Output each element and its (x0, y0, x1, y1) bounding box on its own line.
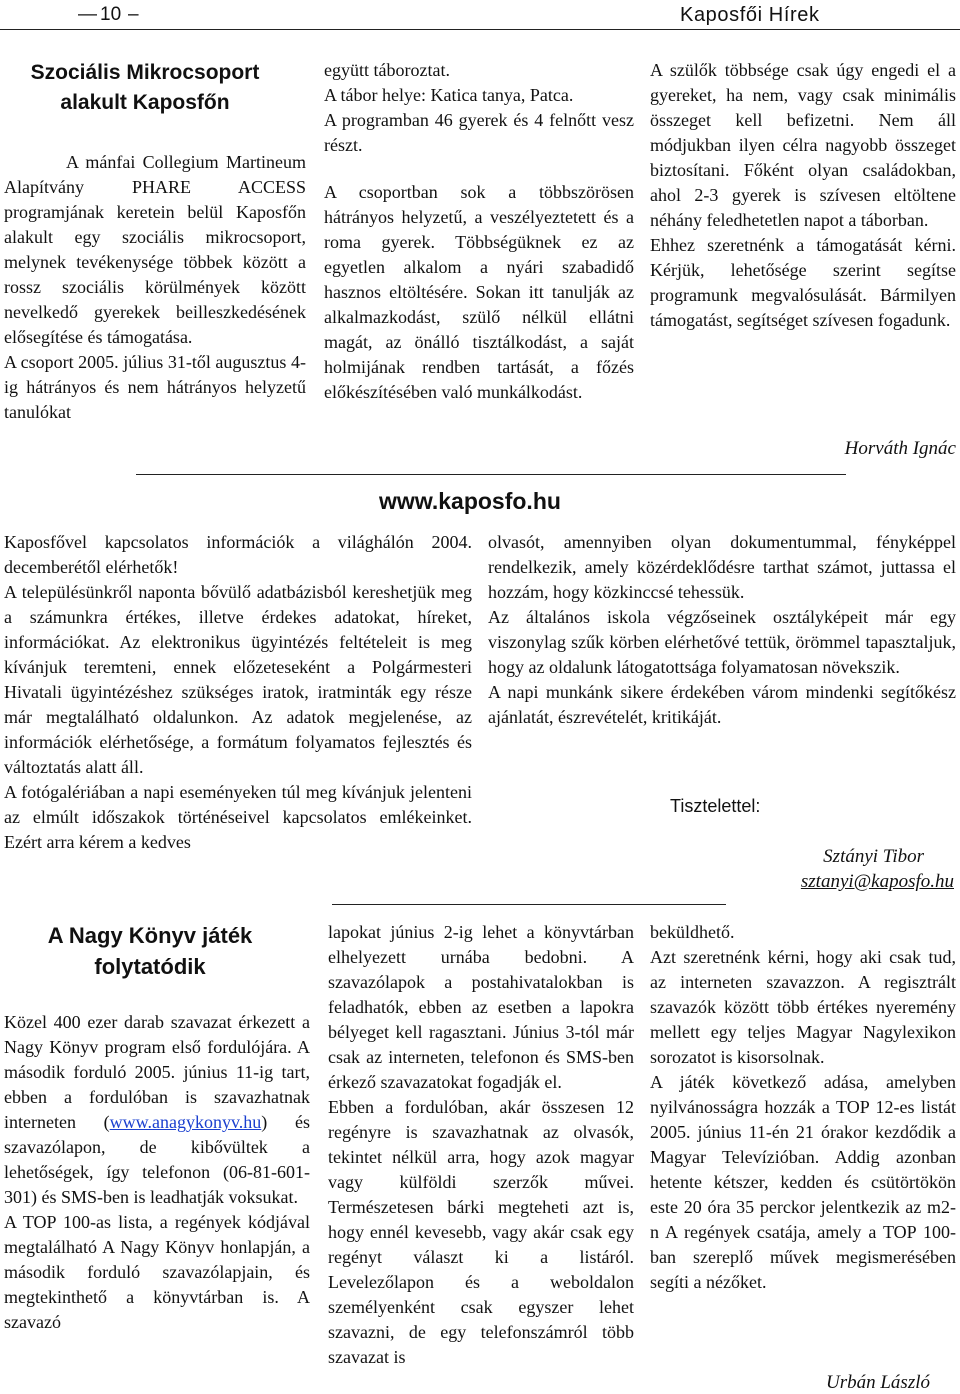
anagykonyv-link[interactable]: www.anagykonyv.hu (109, 1112, 262, 1132)
paragraph: beküldhető. (650, 922, 735, 942)
article-column-2 (324, 58, 634, 405)
article-title: A Nagy Könyv játék folytatódik (47, 923, 253, 979)
section-divider (136, 474, 846, 475)
text: Közel 400 ezer darab szavazat érkezett a Nagy Könyv program első fordulójára. A második forduló 2005. június 11-ig tart, ebben a fordulóban is szavazhatnak interneten ( (4, 1012, 310, 1132)
article-mikrocsoport (0, 0, 960, 480)
paragraph: A programban 46 gyerek és 4 felnőtt vesz részt. (324, 110, 634, 155)
paragraph: együtt táboroztat. (324, 60, 450, 80)
header-dash-left: — (78, 4, 97, 25)
paragraph (4, 1010, 310, 1210)
paragraph: lapokat június 2-ig lehet a könyvtárban elhelyezett urnába bedobni. A szavazólapok a postahivatalokban is feladhatók, ebben az esetben a lapokra bélyeget kell ragasztani. Június 3-tól már csak az interneten, telefonon és SMS-ben érkező szavazatokat fogadják el. (328, 922, 634, 1092)
paragraph: olvasót, amennyiben olyan dokumentummal, fényképpel rendelkezik, amely közérdeklődésre tarthat számot, juttassa el hozzám, hogy közkinccsé tehessük. (488, 532, 956, 602)
paragraph: Ebben a fordulóban, akár összesen 12 regényre is szavazhatnak az olvasók, tekintet nélkül arra, hogy azok magyar vagy külföldi szerzők művei. Természetesen bárki megteheti azt is, hogy ennél kevesebb, vagy akár csak egy regényt választ ki a listáról. Levelezőlapon és a weboldalon személyenként csak egyszer lehet szavazni, de egy telefonszámról több szavazat is (328, 1097, 634, 1367)
article-column-3 (650, 58, 956, 333)
text: ) és szavazólapon, de kibővültek a lehetőségek, így telefonon (06-81-601-301) és SMS-ben is leadhatják voksukat. (4, 1112, 310, 1207)
article-column-3 (650, 920, 956, 1295)
publication-title: Kaposfői Hírek (680, 4, 820, 26)
section-divider (332, 904, 726, 905)
article-author: Urbán László (826, 1372, 930, 1393)
article-title: Szociális Mikrocsoport alakult Kaposfőn (30, 61, 260, 114)
paragraph: A TOP 100-as lista, a regények kódjával megtalálható A Nagy Könyv honlapján, a második forduló szavazólapjain, és megtekinthető a könyvtárban is. A szavazó (4, 1212, 310, 1332)
paragraph: A településünkről naponta bővülő adatbázisból kereshetjük meg a számunkra értékes, illetve érdekes adatokat, híreket, információkat. Az elektronikus ügyintézés feltételeit is meg kívánjuk teremteni, ennek előzeteseként a Polgármesteri Hivatali ügyintézéshez szükséges iratok, iratminták egy része már megtalálható oldalunkon. Az adatok megjelenése, az információk elérhetősége, a formátum folyamatos fejlesztés és változtatás alatt áll. (4, 582, 472, 777)
article-website (0, 480, 960, 900)
paragraph: A mánfai Collegium Martineum Alapítvány PHARE ACCESS programjának keretein belül Kaposfőn alakult egy szociális mikrocsoport, melynek tevékenysége többek között a rossz szociális körülmények között nevelkedő gyerekek beilleszkedésének elősegítése és támogatása. (4, 152, 306, 347)
paragraph: Kaposfővel kapcsolatos információk a világhálón 2004. decemberétől elérhetők! (4, 532, 472, 577)
paragraph: A csoport 2005. július 31-től augusztus 4-ig hátrányos és nem hátrányos helyzetű tanulókat (4, 352, 306, 422)
article-column-left (4, 530, 472, 855)
article-column-2 (328, 920, 634, 1370)
article-column-1 (4, 150, 306, 425)
paragraph: Ehhez szeretnénk a támogatását kérni. Kérjük, lehetősége szerint segítse programunk megvalósulását. Bármilyen támogatást, segítséget szívesen fogadunk. (650, 235, 956, 330)
author-email-link[interactable]: sztanyi@kaposfo.hu (800, 871, 954, 892)
page-number: 10 (100, 4, 122, 25)
article-author: Sztányi Tibor (823, 846, 924, 867)
header-dash-right: – (128, 4, 139, 25)
article-author: Horváth Ignác (844, 438, 956, 459)
closing-phrase: Tisztelettel: (670, 796, 761, 816)
paragraph: Az általános iskola végzőseinek osztályképeit már egy viszonylag szűk körben elérhetővé tettük, örömmel tapasztaljuk, hogy az oldalunk látogatottsága folyamatosan növekszik. (488, 607, 956, 677)
article-title: www.kaposfo.hu (379, 488, 561, 514)
article-column-right (488, 530, 956, 730)
paragraph: A csoportban sok a többszörösen hátrányos helyzetű, a veszélyeztetett és a roma gyerek. Többségüknek ez az egyetlen alkalom a nyári szabadidő hasznos eltöltésére. Sokan itt tanulják az alkalmazkodást, szülő nélkül ellátni magát, az önálló tisztálkodást, a saját holmijának rendben tartását, a főzés előkészítésében való munkálkodást. (324, 182, 634, 402)
paragraph: Azt szeretnénk kérni, hogy aki csak tud, az interneten szavazzon. A regisztrált szavazók között több értékes nyeremény mellett egy teljes Magyar Nagylexikon sorozatot is kisorsolnak. (650, 947, 956, 1067)
paragraph: A fotógalériában a napi eseményeken túl meg kívánjuk jelenteni az elmúlt időszakok történéseivel kapcsolatos emlékeinket. Ezért arra kérem a kedves (4, 782, 472, 852)
article-column-1 (4, 1010, 310, 1335)
paragraph: A szülők többsége csak úgy engedi el a gyereket, ha nem, vagy csak minimális összeget kell befizetni. Nem áll módjukban ilyen célra nagyobb összeget biztosítani. Főként olyan családokban, ahol 2-3 gyerek is szívesen eltöltene néhány feledhetetlen napot a táborban. (650, 60, 956, 230)
paragraph: A napi munkánk sikere érdekében várom mindenki segítőkész ajánlatát, észrevételét, kritikáját. (488, 682, 956, 727)
article-nagy-konyv (0, 910, 960, 1394)
paragraph: A tábor helye: Katica tanya, Patca. (324, 85, 574, 105)
paragraph: A játék következő adása, amelyben nyilvánosságra hozzák a TOP 12-es listát 2005. június 11-én 21 órakor kezdődik a Magyar Televízióban. Addig azonban hetente kétszer, kedden és csütörtökön este 20 óra 35 perckor jelentkezik az m2-n A regények csatája, amely a TOP 100-ban szereplő művek megismerésében segíti a nézőket. (650, 1072, 956, 1292)
